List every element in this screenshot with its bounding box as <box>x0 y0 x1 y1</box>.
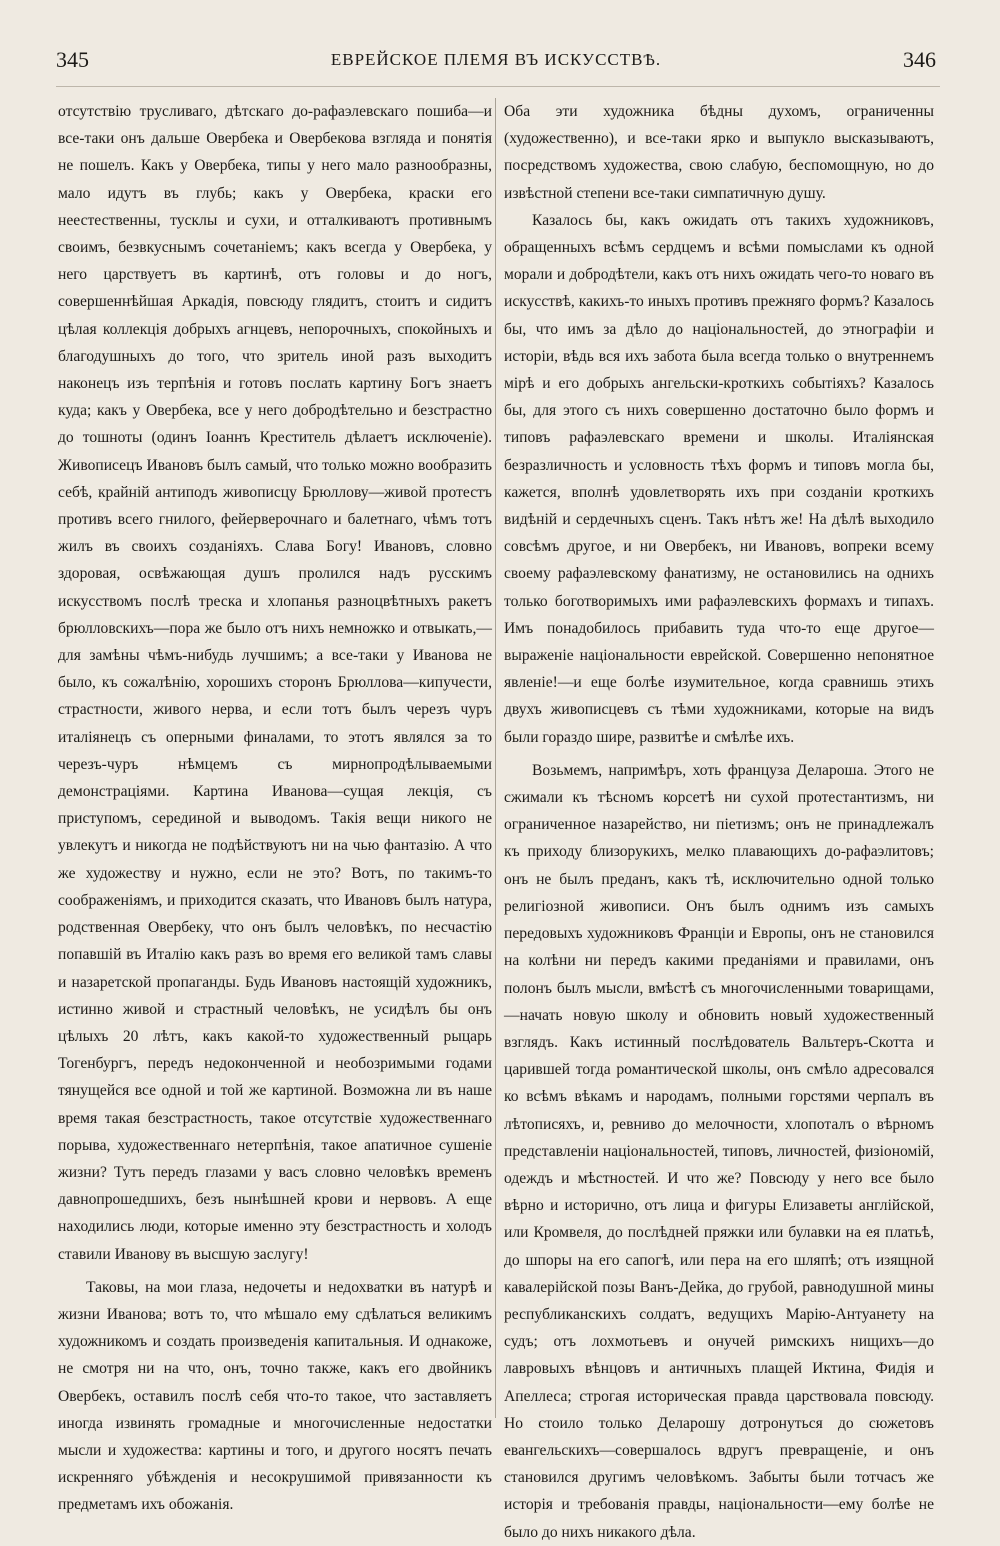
left-paragraph-2: Таковы, на мои глаза, недочеты и недохватки въ натурѣ и жизни Иванова; вотъ то, что мѣшало ему сдѣлаться великимъ художникомъ и создать произведенія капитальныя. И однакоже, не смотря ни на что, онъ, точно также, какъ его двойникъ Овербекъ, оставилъ послѣ себя что-то такое, что заставляетъ иногда извинять громадные и многочисленные недостатки мысли и художества: картины и того, и другого носятъ печать искренняго убѣжденія и несокрушимой привязанности къ предметамъ ихъ обожанія. <box>58 1278 492 1514</box>
right-paragraph-2: Казалось бы, какъ ожидать отъ такихъ художниковъ, обращенныхъ всѣмъ сердцемъ и всѣми помыслами къ одной морали и добродѣтели, какъ отъ нихъ ожидать чего-то новаго въ искусствѣ, какихъ-то иныхъ противъ прежняго формъ? Казалось бы, что имъ за дѣло до національностей, до этнографіи и исторіи, вѣдь вся ихъ забота была всегда только о внутреннемъ мірѣ и его добрыхъ ангельски-кроткихъ событіяхъ? Казалось бы, для этого съ нихъ совершенно достаточно было формъ и типовъ рафаэлевскаго времени и школы. Италіянская безразличность и условность тѣхъ формъ и типовъ могла бы, кажется, вполнѣ удовлетворять ихъ при созданіи кроткихъ видѣній и сердечныхъ сценъ. Такъ нѣтъ же! На дѣлѣ выходило совсѣмъ другое, и ни Овербекъ, ни Ивановъ, вопреки всему своему рафаэлевскому фанатизму, не остановились на однихъ только боготворимыхъ ими рафаэлевскихъ формахъ и типахъ. Имъ понадобилось прибавить туда что-то еще другое—выраженіе національности еврейской. Совершенно непонятное явленіе!—и еще болѣе изумительное, когда сравнишь этихъ двухъ живописцевъ съ тѣми художниками, которые на видъ были гораздо шире, развитѣе и смѣлѣе ихъ. <box>504 211 934 746</box>
left-page-number: 345 <box>56 47 89 72</box>
right-page-number: 346 <box>902 47 936 72</box>
left-column <box>58 98 492 1514</box>
header-rule <box>56 86 940 87</box>
running-title: ЕВРЕЙСКОЕ ПЛЕМЯ ВЪ ИСКУССТВѢ. <box>330 50 662 69</box>
right-paragraph-3: Возьмемъ, напримѣръ, хоть француза Делароша. Этого не сжимали къ тѣсномъ корсетѣ ни сухой протестантизмъ, ни ограниченное назарейство, ни піетизмъ; онъ не принадлежалъ къ приходу близорукихъ, мелко плавающихъ до-рафаэлитовъ; онъ не былъ преданъ, какъ тѣ, исключительно одной только религіозной живописи. Онъ былъ однимъ изъ самыхъ передовыхъ художниковъ Франціи и Европы, онъ не становился на колѣни ни передъ какими преданіями и правилами, онъ полонъ былъ мысли, вмѣстѣ съ многочисленными товарищами,—начать новую школу и обновить новый художественный взглядъ. Какъ истинный послѣдователь Вальтеръ-Скотта и царившей тогда романтической школы, онъ смѣло адресовался ко всѣмъ вѣкамъ и народамъ, полными горстями черпалъ въ лѣтописяхъ, и, ревниво до мелочности, хлопоталъ о вѣрномъ представленіи національностей, типовъ, личностей, физіономій, одеждъ и мѣстностей. И что же? Повсюду у него все было вѣрно и исторично, отъ лица и фигуры Елизаветы англійской, или Кромвеля, до послѣдней пряжки или булавки на ея платьѣ, до шпоры на его сапогѣ, или пера на его шляпѣ; отъ изящной кавалерійской позы Ванъ-Дейка, до грубой, равнодушной мины республиканскихъ солдатъ, ведущихъ Марію-Антуанету на судъ; отъ лохмотьевъ и онучей римскихъ нищихъ—до лавровыхъ вѣнцовъ и античныхъ плащей Иктина, Фидія и Апеллеса; строгая историческая правда царствовала повсюду. Но стоило только Деларошу дотронуться до сюжетовъ евангельскихъ—совершалось вдругъ превращеніе, и онъ становился другимъ человѣкомъ. Забыты были тотчасъ же исторія и требованія правды, національности—ему болѣе не было до нихъ никакого дѣла. <box>504 761 934 1541</box>
left-paragraph-1: отсутствію трусливаго, дѣтскаго до-рафаэлевскаго пошиба—и все-таки онъ дальше Овербека и Овербекова взгляда и понятія не пошелъ. Какъ у Овербека, типы у него мало разнообразны, мало идутъ въ глубь; какъ у Овербека, краски его неестественны, тусклы и сухи, и отталкиваютъ противнымъ своимъ, безвкуснымъ сочетаніемъ; какъ всегда у Овербека, у него царствуетъ въ картинѣ, отъ головы и до ногъ, совершеннѣйшая Аркадія, повсюду глядитъ, стоитъ и сидитъ цѣлая коллекція добрыхъ агнцевъ, непорочныхъ, спокойныхъ и благодушныхъ до того, что зритель иной разъ выходитъ наконецъ изъ терпѣнія и готовъ послать картину Богъ знаетъ куда; какъ у Овербека, все у него добродѣтельно и безстрастно до тошноты (одинъ Іоаннъ Креститель дѣлаетъ исключеніе). Живописецъ Ивановъ былъ самый, что только можно вообразить себѣ, крайній антиподъ живописцу Брюллову—живой протестъ противъ всего гнилого, фейерверочнаго и балетнаго, чѣмъ тотъ жилъ въ своихъ созданіяхъ. Слава Богу! Ивановъ, словно здоровая, освѣжающая душъ пролился надъ русскимъ искусствомъ послѣ треска и хлопанья разноцвѣтныхъ ракетъ брюлловскихъ—пора же было отъ нихъ немножко и отвыкать,—для замѣны чѣмъ-нибудь лучшимъ; а все-таки у Иванова не было, къ сожалѣнію, хорошихъ сторонъ Брюллова—кипучести, страстности, живого нерва, и если тотъ былъ черезъ чуръ италіянецъ съ оперными финалами, то этотъ являлся за то черезъ-чуръ нѣмцемъ съ мирнопродѣлываемыми демонстраціями. Картина Иванова—сущая лекція, съ приступомъ, серединой и выводомъ. Такія вещи никого не увлекутъ и никогда не подѣйствуютъ ни на чью фантазію. А что же художеству и нужно, если не это? Вотъ, по такимъ-то соображеніямъ, и приходится сказать, что Ивановъ былъ натура, родственная Овербеку, что онъ былъ человѣкъ, по несчастію попавшій въ Италію какъ разъ во время его великой тамъ славы и назаретской пропаганды. Будь Ивановъ настоящій художникъ, истинно живой и страстный человѣкъ, не усидѣлъ бы онъ цѣлыхъ 20 лѣтъ, какъ какой-то художественный рыцарь Тогенбургъ, передъ недоконченной и необозримыми годами тянущейся все одной и той же картиной. Возможна ли въ наше время такая безстрастность, такое отсутствіе художественнаго порыва, художественнаго нетерпѣнія, такое апатичное сушеніе жизни? Тутъ передъ глазами у васъ словно человѣкъ временъ давнопрошедшихъ, безъ нынѣшней крови и нервовъ. А еще находились люди, которые именно эту безстрастность и холодъ ставили Иванову въ высшую заслугу! <box>58 103 492 1263</box>
right-paragraph-1: Оба эти художника бѣдны духомъ, ограниченны (художественно), и все-таки ярко и выпукло высказываютъ, посредствомъ художества, свою слабую, беспомощную, но до извѣстной степени все-таки симпатичную душу. <box>504 103 934 202</box>
page-header <box>56 44 936 76</box>
right-column <box>504 98 934 1541</box>
column-divider <box>495 98 496 1418</box>
